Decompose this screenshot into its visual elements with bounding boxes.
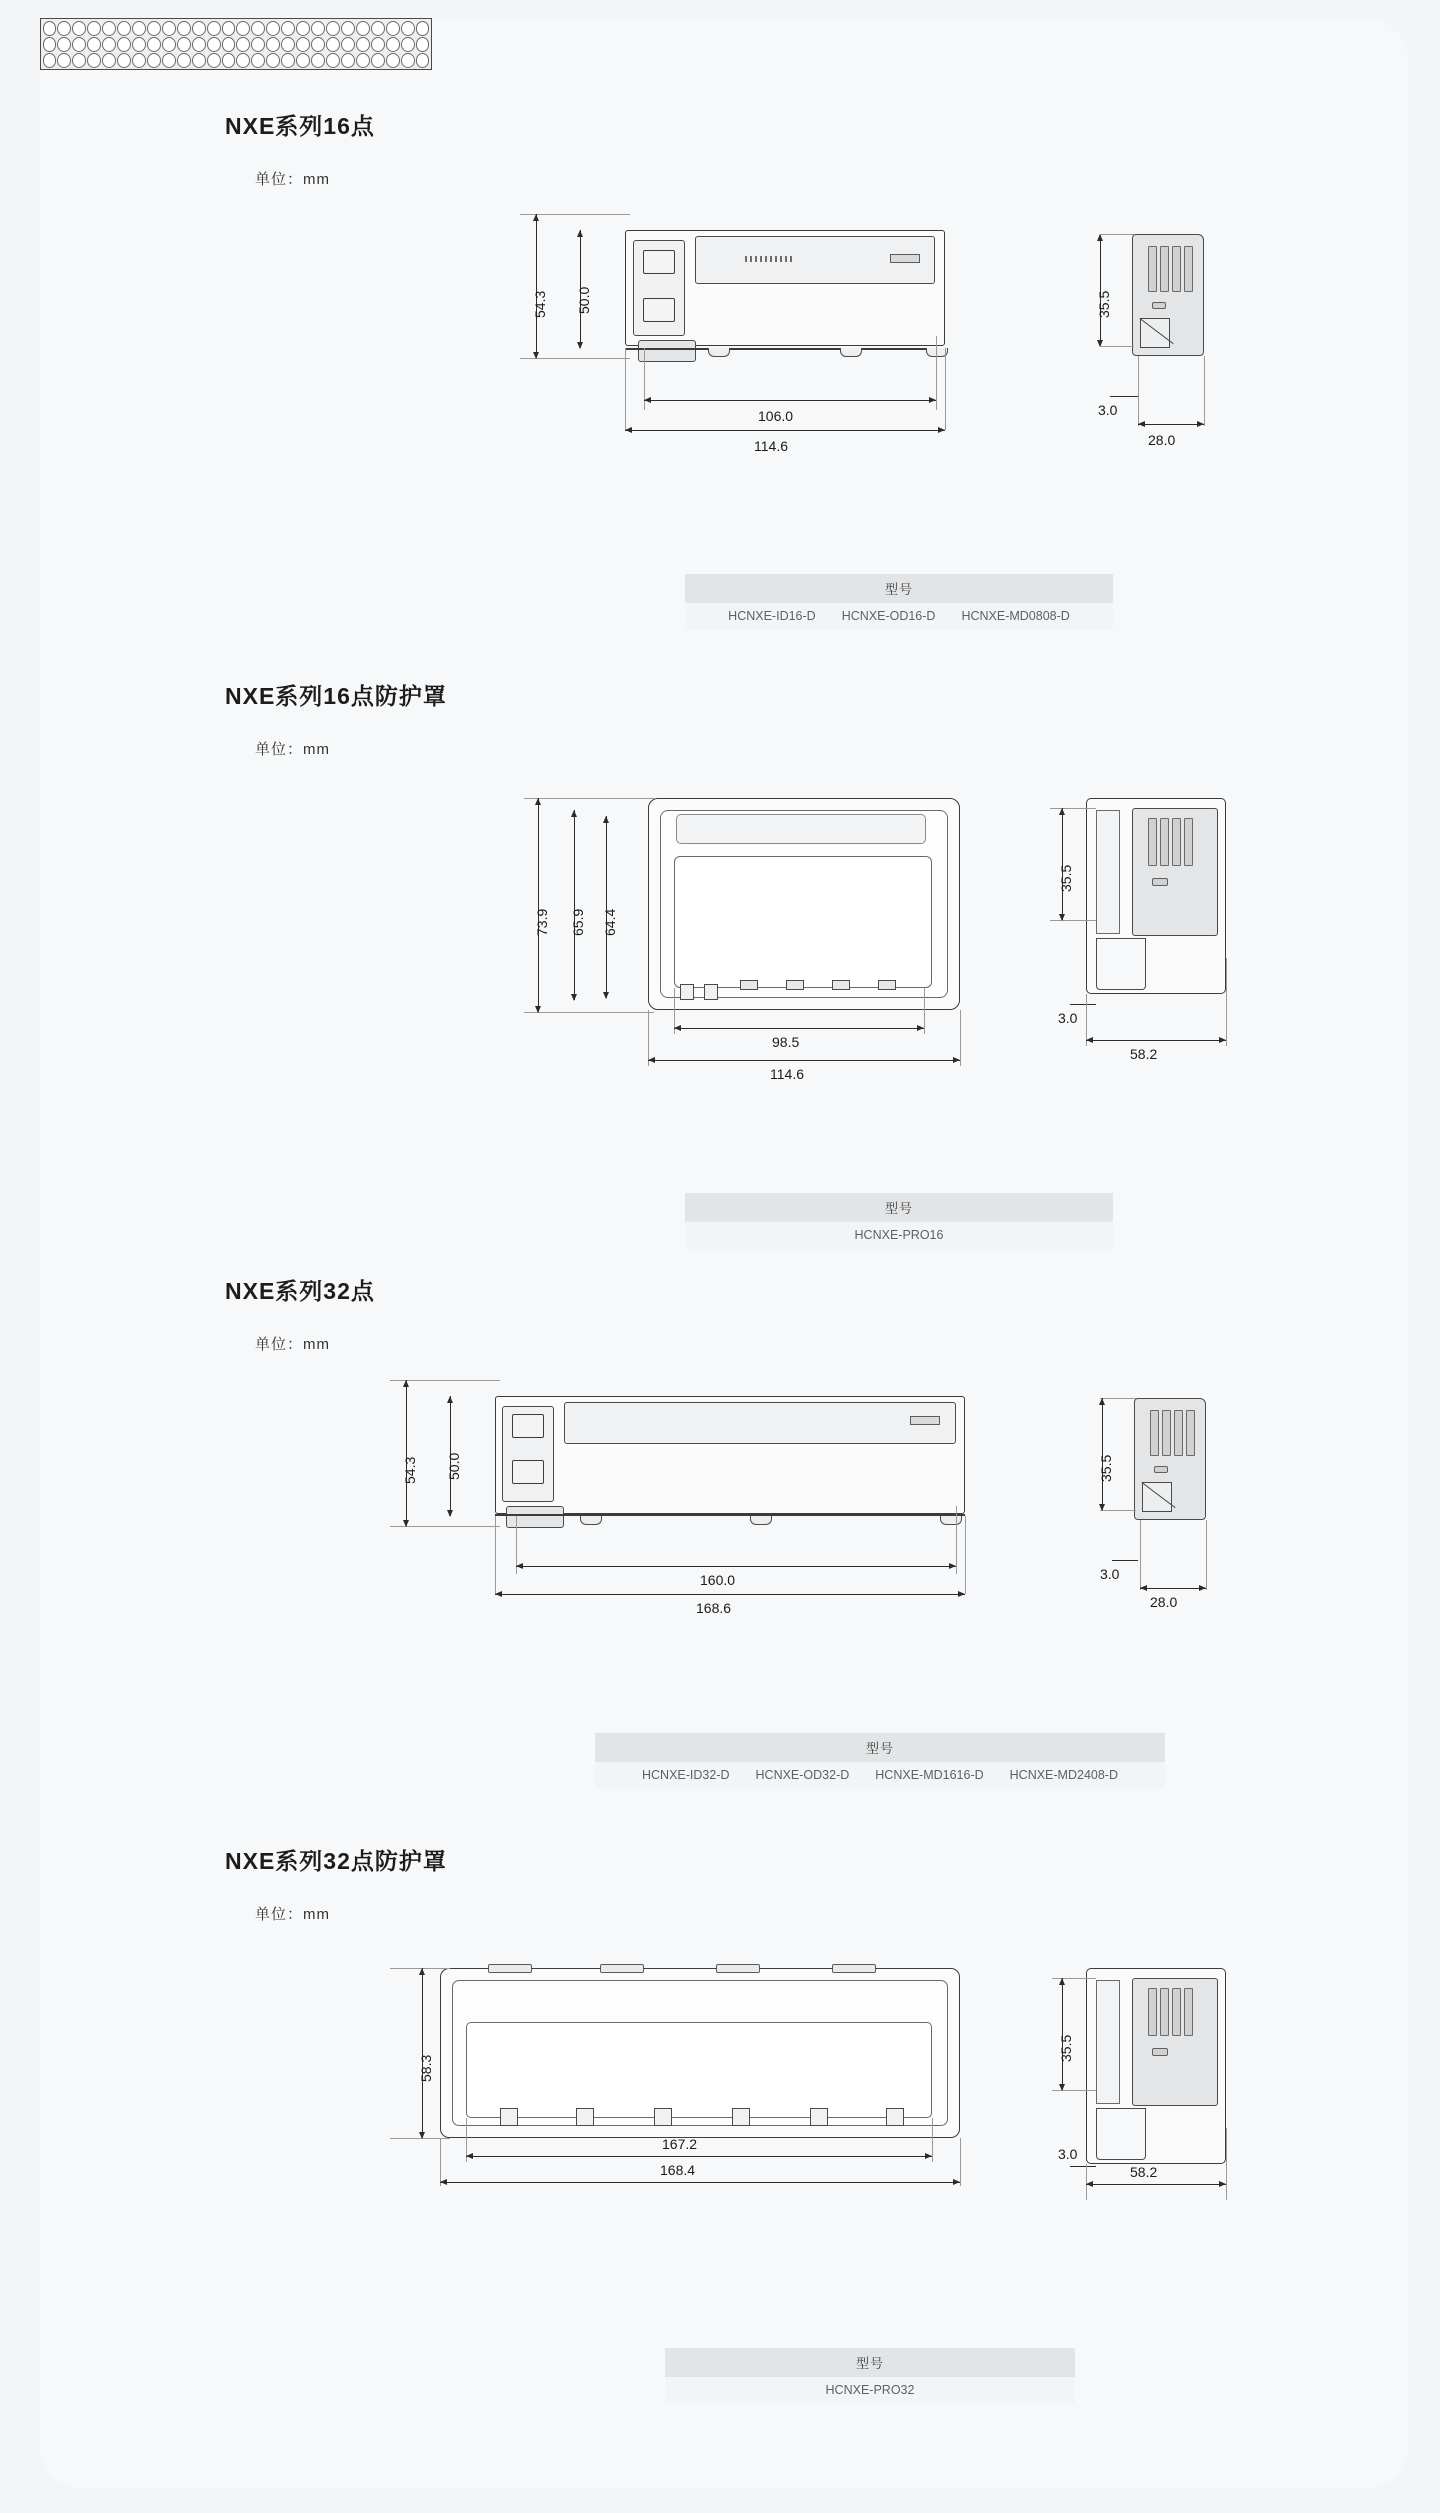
mount-tab-3 (940, 1516, 962, 1525)
model-table-header: 型号 (685, 1193, 1113, 1222)
cover-latch (878, 980, 896, 990)
dim-line-160 (516, 1566, 956, 1567)
terminal-grid (40, 18, 432, 70)
unit-label: 单位：mm (255, 741, 330, 758)
cover-top-tab (600, 1964, 644, 1973)
dim-width-outer: 114.6 (770, 1066, 804, 1082)
model-table-nxe32-cover (665, 2348, 1075, 2404)
dim-line-64-4 (606, 816, 607, 998)
dim-height-mid: 65.9 (570, 908, 586, 936)
model-table-row (685, 603, 1113, 630)
cover-tab (732, 2108, 750, 2126)
dim-line-58-2 (1086, 1040, 1226, 1041)
cover-tab (704, 984, 718, 1000)
cover-tab (576, 2108, 594, 2126)
unit-label: 单位：mm (255, 1336, 330, 1353)
ext-line (625, 348, 626, 430)
dim-height-inner: 64.4 (602, 908, 618, 936)
section-title: NXE系列32点 (225, 1278, 375, 1304)
dim-line-73-9 (538, 798, 539, 1012)
model-table-row (665, 2377, 1075, 2404)
cover-window (674, 856, 932, 988)
side-latch (1154, 1466, 1168, 1473)
mount-tab-2 (750, 1516, 772, 1525)
dim-width-inner: 98.5 (772, 1034, 800, 1050)
dim-line-28 (1138, 424, 1204, 425)
cover-latch (740, 980, 758, 990)
dim-height-outer: 54.3 (532, 290, 548, 318)
section-title: NXE系列32点防护罩 (225, 1848, 447, 1874)
dim-width-inner: 160.0 (700, 1572, 736, 1588)
dim-line-3-0 (1110, 396, 1138, 397)
ext-line (936, 336, 937, 410)
dim-line-114-6 (625, 430, 945, 431)
upper-panel (564, 1402, 956, 1444)
dim-height-outer: 54.3 (402, 1456, 418, 1484)
dim-line-54-3 (536, 214, 537, 358)
dim-height-outer: 58.3 (418, 2054, 434, 2082)
ethernet-port-2 (512, 1460, 544, 1484)
dim-line-28 (1140, 1588, 1206, 1589)
dim-height-outer: 73.9 (534, 908, 550, 936)
cover-top-tab (488, 1964, 532, 1973)
cover-top-slot (676, 814, 926, 844)
cover-tab (810, 2108, 828, 2126)
dim-depth-small: 3.0 (1100, 1566, 1120, 1582)
model-cell: HCNXE-OD16-D (841, 609, 936, 623)
side-cover-wall (1096, 810, 1120, 934)
section-title: NXE系列16点 (225, 113, 375, 139)
section-title: NXE系列16点防护罩 (225, 683, 447, 709)
ethernet-port-1 (512, 1414, 544, 1438)
model-cell: HCNXE-MD0808-D (961, 609, 1070, 623)
side-cover-foot (1096, 938, 1146, 990)
model-cell: HCNXE-OD32-D (755, 1768, 850, 1782)
model-cell: HCNXE-MD2408-D (1009, 1768, 1118, 1782)
label-plate (890, 254, 920, 263)
ethernet-port-1 (643, 250, 675, 274)
model-table-nxe16-cover (685, 1193, 1113, 1249)
dim-line-58-3 (422, 1968, 423, 2138)
model-cell: HCNXE-ID32-D (642, 1768, 730, 1782)
dim-depth-small: 3.0 (1058, 1010, 1078, 1026)
model-table-row (595, 1762, 1165, 1789)
dim-line-98-5 (674, 1028, 924, 1029)
cover-top-tab (716, 1964, 760, 1973)
unit-label: 单位：mm (255, 171, 330, 188)
model-table-row (685, 1222, 1113, 1249)
unit-label: 单位：mm (255, 1906, 330, 1923)
dim-side-height: 35.5 (1058, 864, 1074, 892)
power-connector (638, 340, 696, 362)
dim-height-inner: 50.0 (446, 1452, 462, 1480)
side-cover-foot (1096, 2108, 1146, 2160)
dim-line-3-0 (1070, 2166, 1096, 2167)
dim-line-58-2 (1086, 2184, 1226, 2185)
ext-line (945, 348, 946, 430)
dim-line-167-2 (466, 2156, 932, 2157)
cover-latch (786, 980, 804, 990)
model-cell: HCNXE-ID16-D (728, 609, 816, 623)
ethernet-port-2 (643, 298, 675, 322)
dim-depth-small: 3.0 (1058, 2146, 1078, 2162)
dim-side-height: 35.5 (1096, 290, 1112, 318)
mount-tab-1 (708, 348, 730, 357)
dim-side-depth: 28.0 (1148, 432, 1176, 448)
cover-window (466, 2022, 932, 2118)
side-latch (1152, 302, 1166, 309)
dim-line-168-4 (440, 2182, 960, 2183)
dim-line-54-3 (406, 1380, 407, 1526)
label-plate (910, 1416, 940, 1425)
cover-tab (500, 2108, 518, 2126)
dim-width-inner: 167.2 (662, 2136, 698, 2152)
content-card (40, 18, 1408, 2488)
dim-line-3-0 (1070, 1004, 1096, 1005)
model-table-nxe16 (685, 574, 1113, 630)
dim-depth-small: 3.0 (1098, 402, 1118, 418)
dim-width-inner: 106.0 (758, 408, 794, 424)
dim-width-outer: 114.6 (754, 438, 788, 454)
bottom-edge (495, 1514, 965, 1516)
dim-side-height: 35.5 (1058, 2034, 1074, 2062)
cover-tab (680, 984, 694, 1000)
cover-latch (832, 980, 850, 990)
dim-width-outer: 168.4 (660, 2162, 696, 2178)
dim-side-depth: 28.0 (1150, 1594, 1178, 1610)
model-table-nxe32 (595, 1733, 1165, 1789)
dim-line-168-6 (495, 1594, 965, 1595)
model-table-header: 型号 (685, 574, 1113, 603)
model-cell: HCNXE-PRO32 (825, 2383, 915, 2397)
dim-line-3-0 (1112, 1560, 1138, 1561)
model-table-header: 型号 (595, 1733, 1165, 1762)
side-latch (1152, 2048, 1168, 2056)
power-connector (506, 1506, 564, 1528)
dim-side-depth: 58.2 (1130, 2164, 1158, 2180)
mount-tab-2 (840, 348, 862, 357)
dim-side-depth: 58.2 (1130, 1046, 1158, 1062)
dim-line-114-6 (648, 1060, 960, 1061)
dim-line-65-9 (574, 810, 575, 1000)
dim-height-inner: 50.0 (576, 286, 592, 314)
bottom-edge (625, 348, 945, 350)
model-cell: HCNXE-MD1616-D (875, 1768, 984, 1782)
led-indicators (745, 256, 792, 262)
side-latch (1152, 878, 1168, 886)
cover-tab (654, 2108, 672, 2126)
model-table-header: 型号 (665, 2348, 1075, 2377)
dim-line-106 (644, 400, 936, 401)
mount-tab-1 (580, 1516, 602, 1525)
model-cell: HCNXE-PRO16 (854, 1228, 944, 1242)
cover-top-tab (832, 1964, 876, 1973)
dim-width-outer: 168.6 (696, 1600, 732, 1616)
cover-tab (886, 2108, 904, 2126)
side-cover-wall (1096, 1980, 1120, 2104)
dim-side-height: 35.5 (1098, 1454, 1114, 1482)
